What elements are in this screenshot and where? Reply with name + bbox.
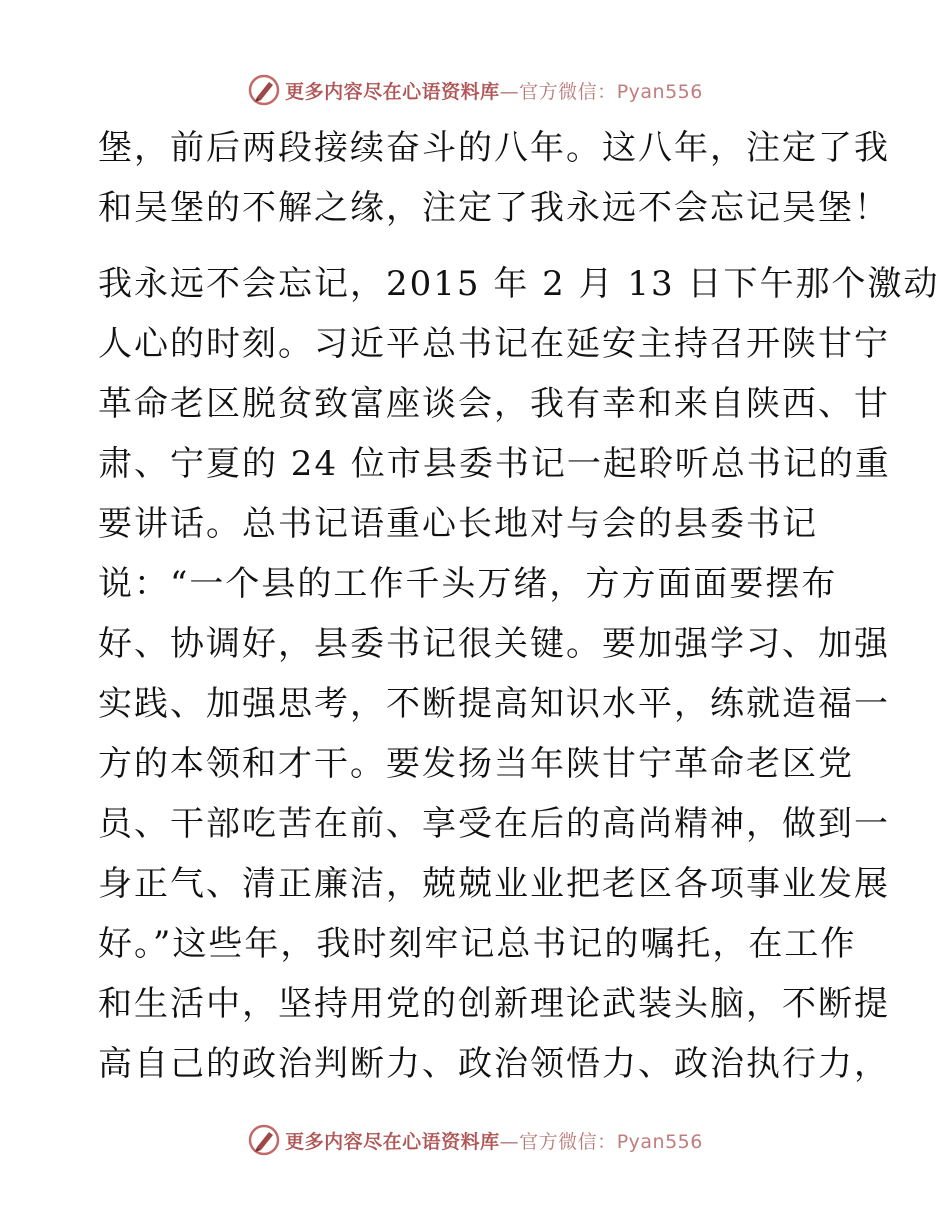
text-line: 员、干部吃苦在前、享受在后的高尚精神，做到一 xyxy=(98,804,890,844)
paragraph xyxy=(98,262,940,1102)
watermark-text: 更多内容尽在心语资料库—官方微信：Pyan556 xyxy=(285,80,703,103)
text-line: 肃、宁夏的 24 位市县委书记一起聆听总书记的重 xyxy=(98,444,891,484)
pen-logo-icon xyxy=(247,73,281,107)
text-line: 高自己的政治判断力、政治领悟力、政治执行力， xyxy=(98,1044,890,1084)
watermark-text: 更多内容尽在心语资料库—官方微信：Pyan556 xyxy=(285,1130,703,1153)
text-line: 身正气、清正廉洁，兢兢业业把老区各项事业发展 xyxy=(98,864,890,904)
text-line: 和生活中，坚持用党的创新理论武装头脑，不断提 xyxy=(98,984,890,1024)
text-line: 实践、加强思考，不断提高知识水平，练就造福一 xyxy=(98,684,890,724)
text-line: 要讲话。总书记语重心长地对与会的县委书记 xyxy=(98,504,818,544)
text-line: 说：“一个县的工作千头万绪，方方面面要摆布 xyxy=(98,564,838,604)
text-line: 人心的时刻。习近平总书记在延安主持召开陕甘宁 xyxy=(98,324,890,364)
text-line: 好、协调好，县委书记很关键。要加强学习、加强 xyxy=(98,624,890,664)
paragraph xyxy=(98,126,890,246)
text-line: 和吴堡的不解之缘，注定了我永远不会忘记吴堡！ xyxy=(98,188,890,228)
watermark-header xyxy=(0,70,950,110)
watermark-footer xyxy=(0,1120,950,1160)
pen-logo-icon xyxy=(247,1123,281,1157)
text-line: 堡，前后两段接续奋斗的八年。这八年，注定了我 xyxy=(98,128,890,168)
text-line: 好。”这些年，我时刻牢记总书记的嘱托，在工作 xyxy=(98,924,857,964)
text-line: 方的本领和才干。要发扬当年陕甘宁革命老区党 xyxy=(98,744,854,784)
text-line: 革命老区脱贫致富座谈会，我有幸和来自陕西、甘 xyxy=(98,384,890,424)
text-line: 我永远不会忘记，2015 年 2 月 13 日下午那个激动 xyxy=(98,264,940,304)
document-body xyxy=(98,126,940,1102)
